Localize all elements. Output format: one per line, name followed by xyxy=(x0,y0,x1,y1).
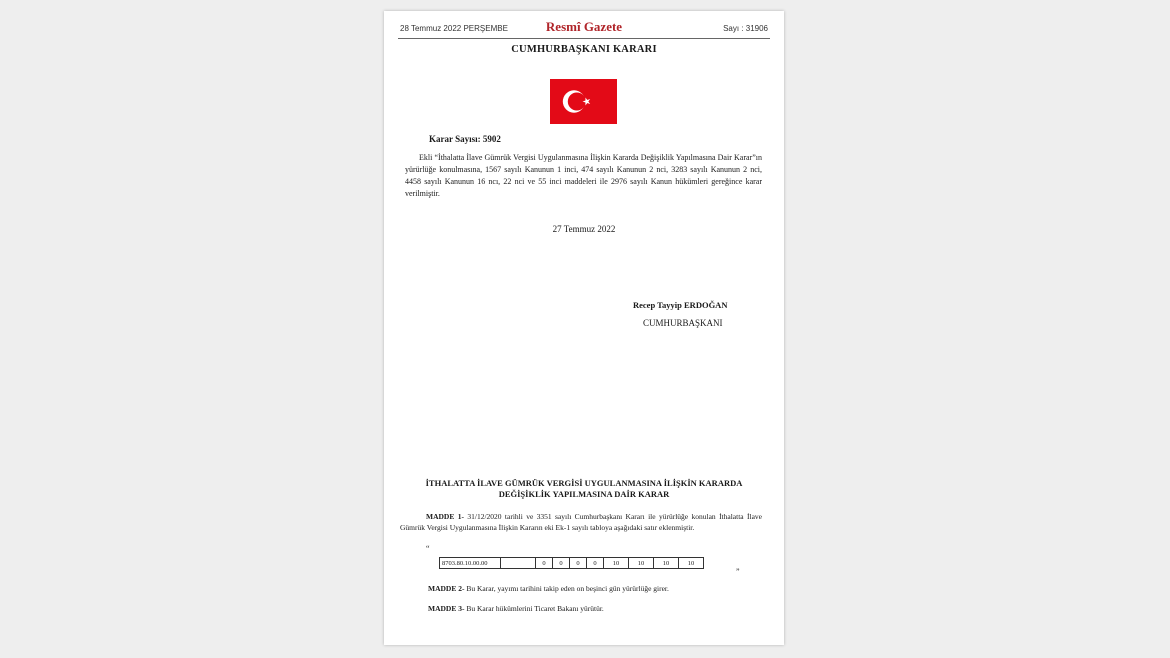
article-2-label: MADDE 2- xyxy=(428,584,465,593)
tariff-blank-cell xyxy=(501,558,536,569)
turkish-flag-icon xyxy=(550,79,617,124)
tariff-rate-cell: 0 xyxy=(536,558,553,569)
header-divider xyxy=(398,38,770,39)
annex-heading: İTHALATTA İLAVE GÜMRÜK VERGİSİ UYGULANMASINA İLİŞKİN KARARDA DEĞİŞİKLİK YAPILMASINA DAİR KARAR xyxy=(425,478,743,499)
quote-close: ” xyxy=(736,567,740,576)
article-1 xyxy=(400,511,762,533)
decree-title: CUMHURBAŞKANI KARARI xyxy=(511,44,657,55)
tariff-rate-cell: 0 xyxy=(553,558,570,569)
article-3 xyxy=(428,604,604,613)
article-2-text: Bu Karar, yayımı tarihini takip eden on beşinci gün yürürlüğe girer. xyxy=(466,584,669,593)
tariff-rate-cell: 10 xyxy=(679,558,704,569)
table-row xyxy=(440,558,704,569)
issue-number: Sayı : 31906 xyxy=(723,24,768,33)
gazette-page xyxy=(384,11,784,645)
article-2 xyxy=(428,584,669,593)
tariff-rate-cell: 10 xyxy=(604,558,629,569)
tariff-code-cell: 8703.80.10.00.00 xyxy=(440,558,501,569)
tariff-rate-cell: 0 xyxy=(587,558,604,569)
tariff-rate-cell: 10 xyxy=(629,558,654,569)
header-date: 28 Temmuz 2022 PERŞEMBE xyxy=(400,24,508,33)
decree-number: Karar Sayısı: 5902 xyxy=(429,134,501,144)
quote-open: “ xyxy=(426,544,430,553)
intro-paragraph: Ekli “İthalatta İlave Gümrük Vergisi Uygulanmasına İlişkin Kararda Değişiklik Yapılmasına Dair Karar”ın yürürlüğe konulmasına, 1567 sayılı Kanunun 1 inci, 474 sayılı Kanunun 2 nci, 3283 sayılı Kanunun 2 nci, 4458 sayılı Kanunun 16 ncı, 22 nci ve 55 inci maddeleri ile 2976 sayılı Kanun hükümleri gereğince karar verilmiştir. xyxy=(405,153,762,198)
article-3-text: Bu Karar hükümlerini Ticaret Bakanı yürütür. xyxy=(466,604,604,613)
tariff-rate-cell: 0 xyxy=(570,558,587,569)
tariff-table xyxy=(439,557,704,569)
signer-title: CUMHURBAŞKANI xyxy=(643,318,723,328)
tariff-rate-cell: 10 xyxy=(654,558,679,569)
article-1-text: 31/12/2020 tarihli ve 3351 sayılı Cumhurbaşkanı Kararı ile yürürlüğe konulan İthalatta İlave Gümrük Vergisi Uygulanmasına İlişkin Kararın eki Ek-1 sayılı tabloya aşağıdaki satır eklenmiştir. xyxy=(400,512,763,532)
decree-date: 27 Temmuz 2022 xyxy=(552,224,616,234)
article-1-label: MADDE 1- xyxy=(426,512,464,521)
article-3-label: MADDE 3- xyxy=(428,604,465,613)
signer-name: Recep Tayyip ERDOĞAN xyxy=(633,300,728,310)
gazette-name: Resmî Gazete xyxy=(545,19,623,34)
